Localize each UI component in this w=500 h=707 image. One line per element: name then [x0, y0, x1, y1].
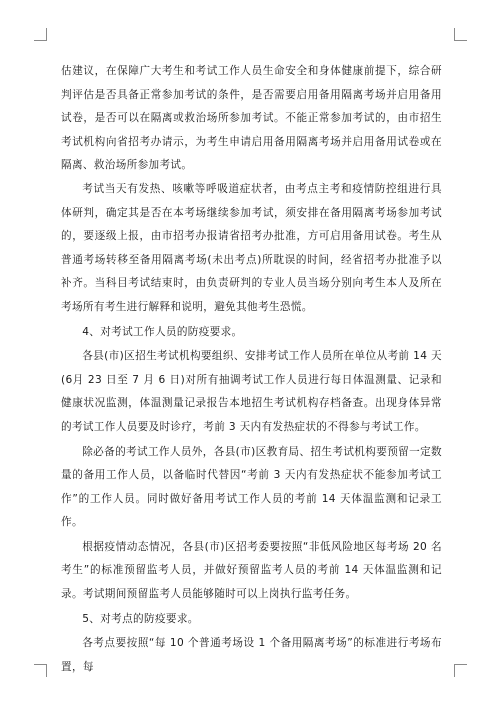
paragraph-3: 各县(市)区招生考试机构要组织、安排考试工作人员所在单位从考前 14 天(6月 23 日至 7 月 6 日)对所有抽调考试工作人员进行每日体温测量、记录和健康状况监测，体温测量记录报告本地招生考试机构存档备查。出现身体异常的考试工作人员要及时诊疗，考前 3 天内有发热症状的不得参与考试工作。	[61, 350, 442, 433]
section-heading-4: 4、对考试工作人员的防疫要求。	[82, 325, 243, 338]
paragraph-6: 各考点要按照“每 10 个普通考场设 1 个备用隔离考场”的标准进行考场布置，每	[61, 637, 442, 673]
section-heading-5: 5、对考点的防疫要求。	[82, 612, 199, 625]
document-body	[61, 60, 442, 679]
paragraph-1: 估建议，在保障广大考生和考试工作人员生命安全和身体健康前提下，综合研判评估是否具备正常参加考试的条件，是否需要启用备用隔离考场并启用备用试卷，是否可以在隔离或救治场所参加考试。不能正常参加考试的，由市招生考试机构向省招考办请示，为考生申请启用备用隔离考场并启用备用试卷或在隔离、救治场所参加考试。	[61, 65, 442, 172]
crop-mark-top-left	[34, 28, 47, 41]
paragraph-5: 根据疫情动态情况，各县(市)区招考委要按照“非低风险地区每考场 20 名考生”的标准预留监考人员，并做好预留监考人员的考前 14 天体温监测和记录。考试期间预留监考人员能够随时可以上岗执行监考任务。	[61, 540, 442, 601]
crop-mark-bottom-left	[34, 664, 47, 677]
paragraph-4: 除必备的考试工作人员外，各县(市)区教育局、招生考试机构要预留一定数量的备用工作人员，以备临时代替因“考前 3 天内有发热症状不能参加考试工作”的工作人员。同时做好备用考试工作人员的考前 14 天体温监测和记录工作。	[61, 445, 442, 529]
paragraph-2: 考试当天有发热、咳嗽等呼吸道症状者，由考点主考和疫情防控组进行具体研判，确定其是否在本考场继续参加考试，须安排在备用隔离考场参加考试的，要逐级上报，由市招考办报请省招考办批准，方可启用备用试卷。考生从普通考场转移至备用隔离考场(未出考点)所耽误的时间，经省招考办批准予以补齐。当科目考试结束时，由负责研判的专业人员当场分别向考生本人及所在考场所有考生进行解释和说明，避免其他考生恐慌。	[61, 182, 442, 313]
crop-mark-bottom-right	[454, 664, 467, 677]
crop-mark-top-right	[454, 28, 467, 41]
